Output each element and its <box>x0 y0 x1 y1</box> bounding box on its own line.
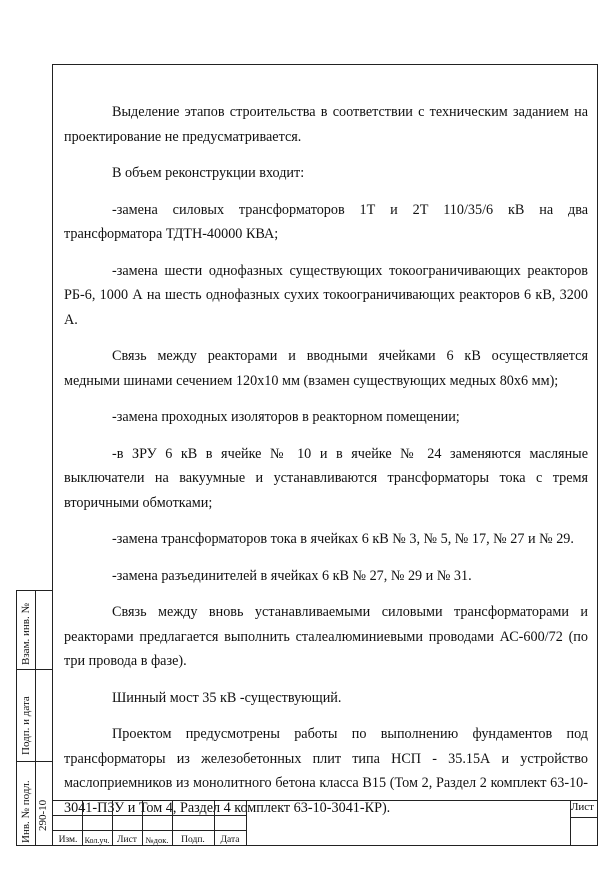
paragraph: Связь между вновь устанавливаемыми силовыми трансформаторами и реакторами предлагается выполнить сталеалюминиевыми проводами АС-600/72 (по три провода в фазе). <box>64 604 588 669</box>
list-item: -замена шести однофазных существующих токоограничивающих реакторов РБ-6, 1000 А на шесть однофазных сухих токоограничивающих реакторов 6 кВ, 3200 А. <box>64 262 588 328</box>
izm-label: Изм. <box>58 835 78 845</box>
n-dok-label: №док. <box>145 835 169 845</box>
stamp-row-line <box>570 817 598 818</box>
side-stamp <box>16 590 52 846</box>
kol-uch-label: Кол.уч. <box>84 836 110 845</box>
paragraph: В объем реконструкции входит: <box>112 165 305 181</box>
list-item: -в ЗРУ 6 кВ в ячейке № 10 и в ячейке № 24 заменяются масляные выключатели на вакуумные и устанавливаются трансформаторы тока с тремя вторичными обмотками; <box>64 445 588 511</box>
inv-podl-value: 290-10 <box>37 799 49 831</box>
paragraph: Связь между реакторами и вводными ячейками 6 кВ осуществляется медными шинами сечением 120х10 мм (взамен существующих медных 80х6 мм); <box>64 348 588 389</box>
paragraph: Шинный мост 35 кВ -существующий. <box>112 689 342 706</box>
list-item: -замена проходных изоляторов в реакторном помещении; <box>112 409 460 425</box>
list-item: -замена трансформаторов тока в ячейках 6 кВ № 3, № 5, № 17, № 27 и № 29. <box>112 531 574 547</box>
podp-data-label: Подп. и дата <box>20 696 32 755</box>
paragraph: Выделение этапов строительства в соответствии с техническим заданием на проектирование не предусматривается. <box>64 104 588 145</box>
title-block <box>52 800 598 846</box>
inv-podl-label: Инв. № подл. <box>20 780 32 843</box>
vzam-inv-label: Взам. инв. № <box>20 603 32 665</box>
document-body <box>64 100 588 832</box>
list-label: Лист <box>117 835 137 845</box>
side-divider <box>17 669 52 670</box>
side-divider <box>17 761 52 762</box>
stamp-col-line <box>246 801 247 846</box>
paragraph: Проектом предусмотрены работы по выполнению фундаментов под трансформаторы из железобетонных плит типа НСП - 35.15А и устройство маслоприемников из монолитного бетона класса В15 (Том 2, Раздел 2 комплект 63-10-3041-ПЗУ и Том 4, Раздел 4 комплект 63-10-3041-КР). <box>64 726 588 816</box>
podp-label: Подп. <box>181 835 205 845</box>
side-column-divider <box>35 591 36 845</box>
list-item: -замена разъединителей в ячейках 6 кВ № 27, № 29 и № 31. <box>112 567 472 584</box>
sheet-label: Лист <box>570 801 594 813</box>
data-label: Дата <box>220 835 240 845</box>
list-item: -замена силовых трансформаторов 1Т и 2Т 110/35/6 кВ на два трансформатора ТДТН-40000 КВА; <box>64 201 588 242</box>
